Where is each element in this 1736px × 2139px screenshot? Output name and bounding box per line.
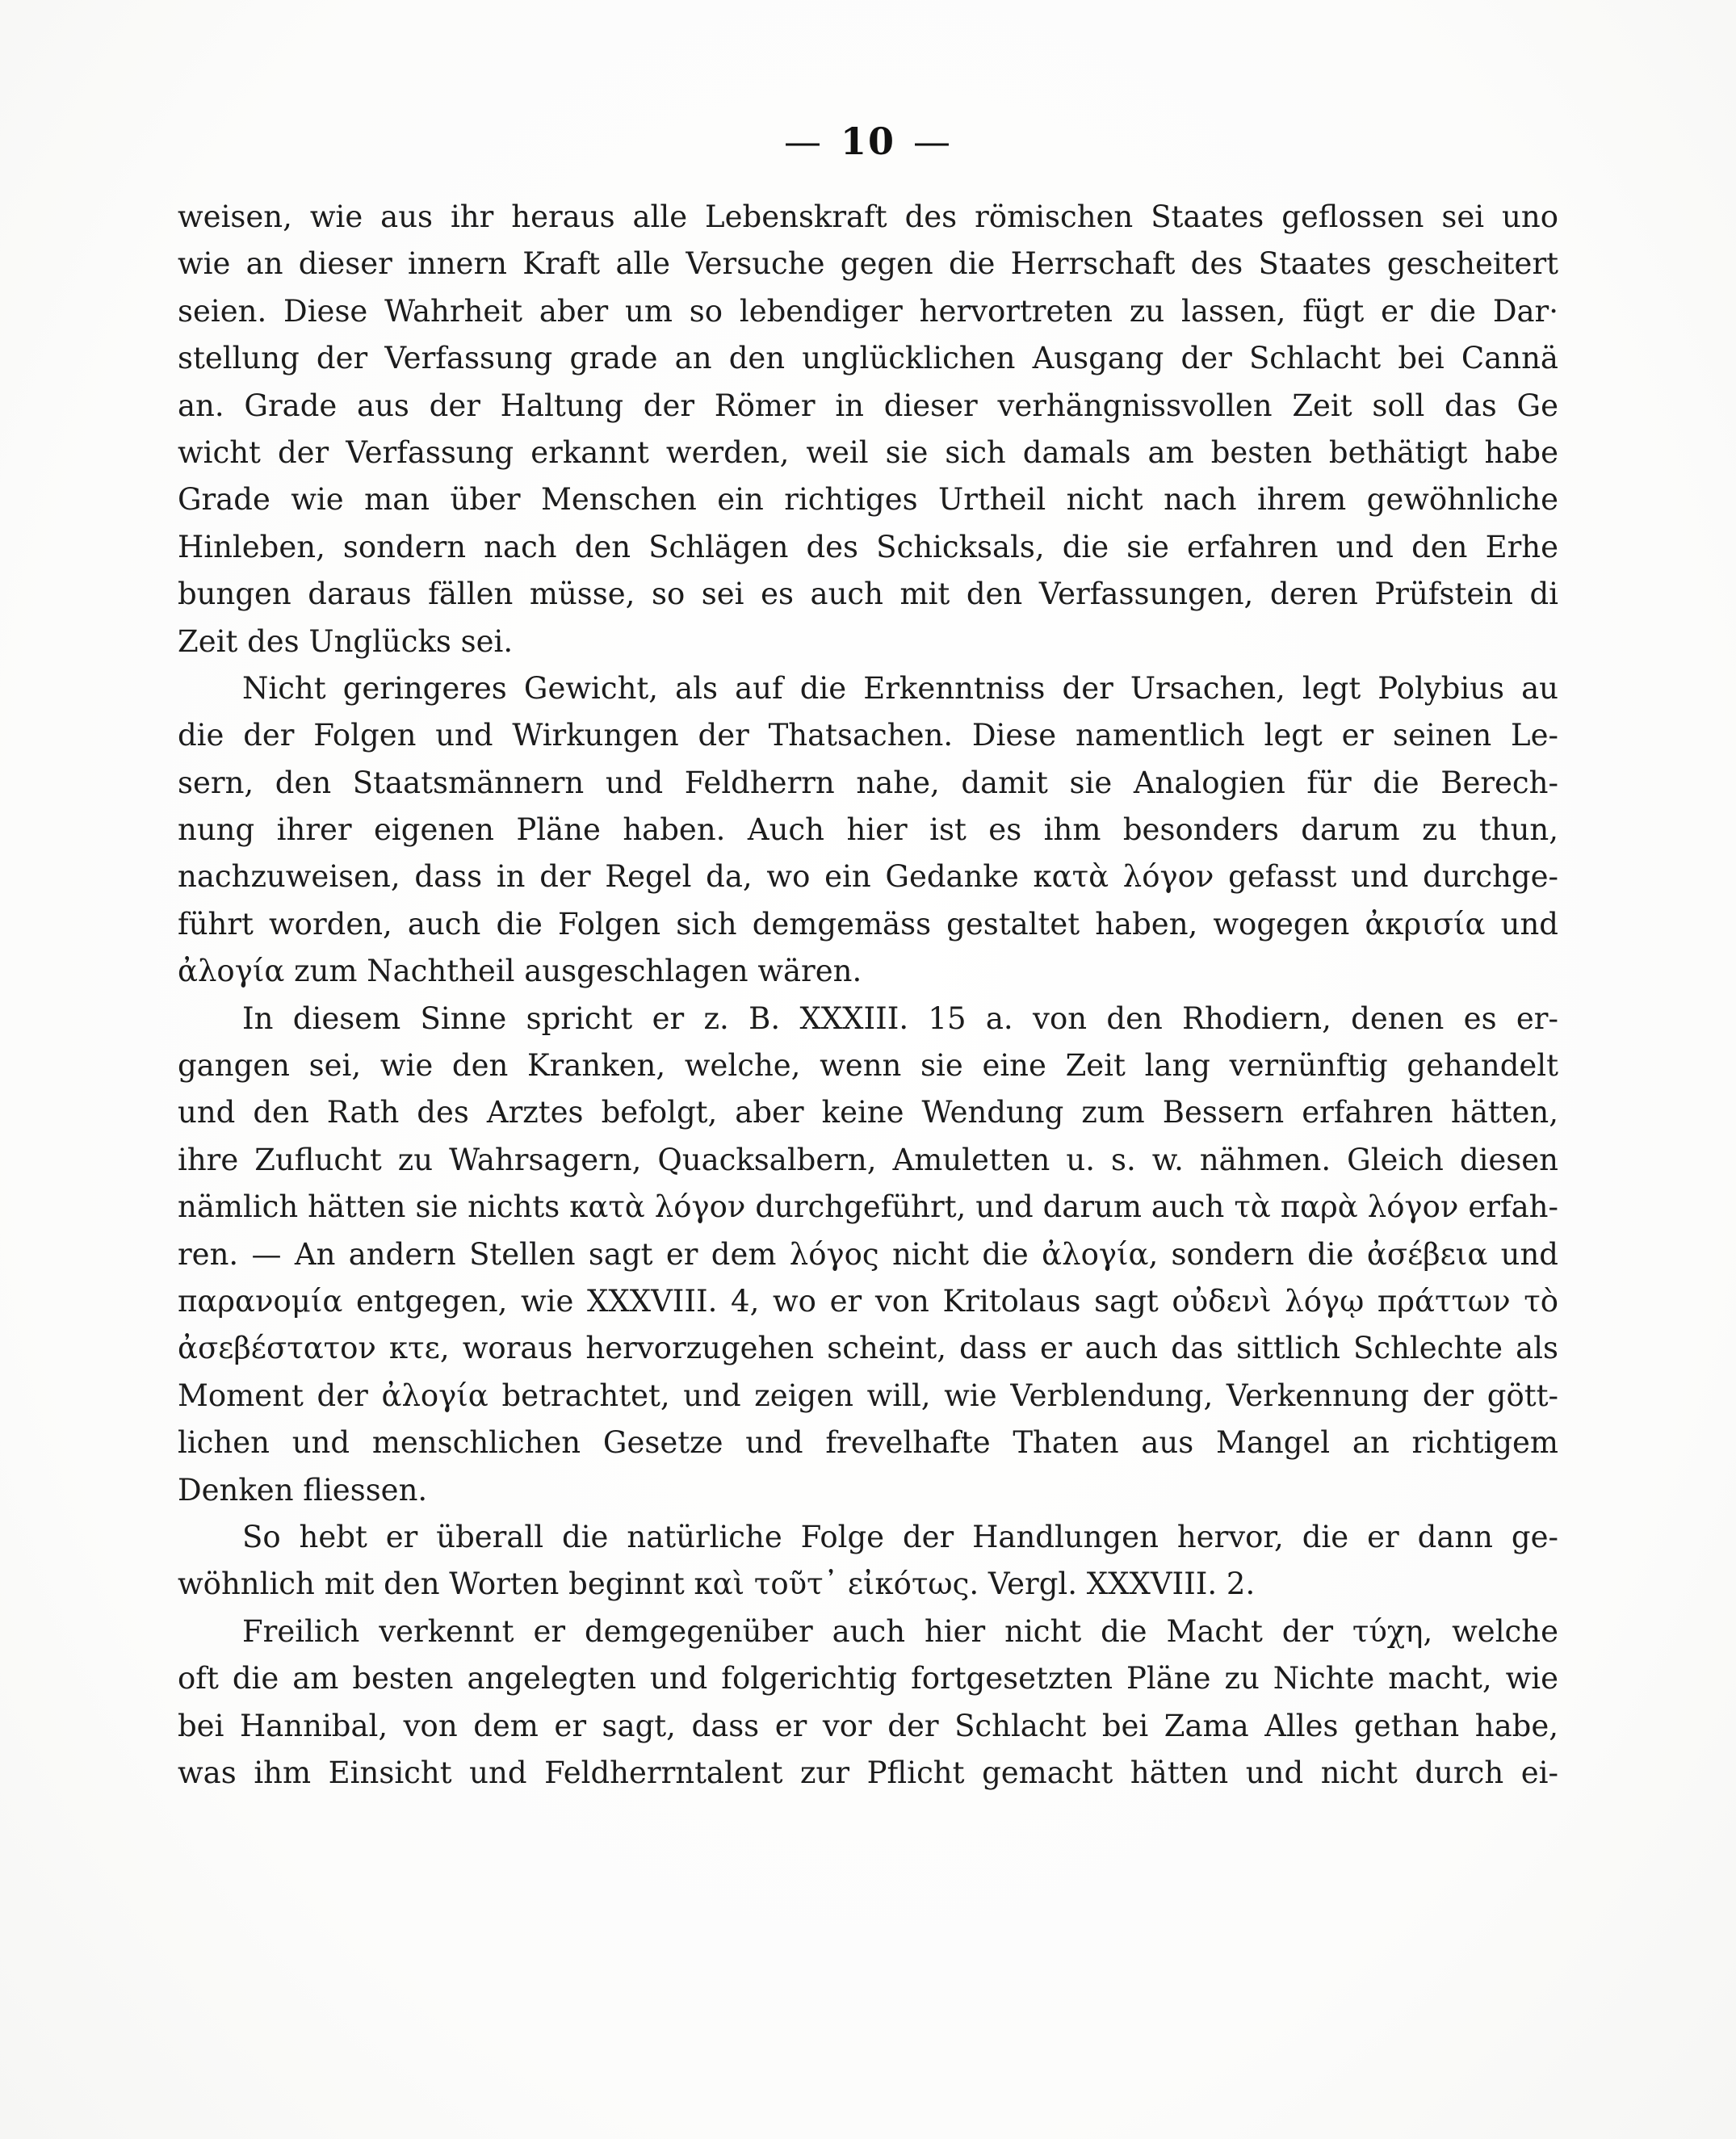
text-line: führt worden, auch die Folgen sich demgemäss gestaltet haben, wogegen ἀκρισία und	[178, 906, 1558, 942]
text-line: die der Folgen und Wirkungen der Thatsachen. Diese namentlich legt er seinen Le-	[178, 718, 1558, 753]
text-line: oft die am besten angelegten und folgerichtig fortgesetzten Pläne zu Nichte macht, wie	[178, 1661, 1558, 1697]
text-line: Denken fliessen.	[178, 1472, 428, 1508]
page-number-value: 10	[840, 120, 895, 163]
page-number-dash-right: —	[913, 120, 952, 163]
text-line: wicht der Verfassung erkannt werden, weil sie sich damals am besten bethätigt habe	[178, 434, 1558, 470]
text-line: bungen daraus fällen müsse, so sei es auch mit den Verfassungen, deren Prüfstein di	[178, 577, 1558, 612]
text-line: bei Hannibal, von dem er sagt, dass er vor der Schlacht bei Zama Alles gethan habe,	[178, 1708, 1558, 1743]
text-line: In diesem Sinne spricht er z. B. XXXIII. 15 a. von den Rhodiern, denen es er-	[242, 1000, 1558, 1036]
text-line: Freilich verkennt er demgegenüber auch hier nicht die Macht der τύχη, welche	[242, 1613, 1558, 1649]
text-line: ἀλογία zum Nachtheil ausgeschlagen wären.	[178, 954, 862, 989]
text-line: nung ihrer eigenen Pläne haben. Auch hier ist es ihm besonders darum zu thun,	[178, 812, 1558, 848]
text-line: Zeit des Unglücks sei.	[178, 623, 514, 659]
body-text	[178, 194, 1558, 1797]
text-line: So hebt er überall die natürliche Folge der Handlungen hervor, die er dann ge-	[242, 1519, 1558, 1554]
text-line: stellung der Verfassung grade an den unglücklichen Ausgang der Schlacht bei Cannä	[178, 341, 1558, 376]
text-line: nachzuweisen, dass in der Regel da, wo ein Gedanke κατὰ λόγον gefasst und durchge-	[178, 859, 1558, 895]
text-line: Moment der ἀλογία betrachtet, und zeigen will, wie Verblendung, Verkennung der gött-	[178, 1378, 1558, 1413]
text-line: wöhnlich mit den Worten beginnt καὶ τοῦτ᾽ εἰκότως. Vergl. XXXVIII. 2.	[178, 1567, 1256, 1602]
text-line: Grade wie man über Menschen ein richtiges Urtheil nicht nach ihrem gewöhnliche	[178, 482, 1558, 518]
text-line: wie an dieser innern Kraft alle Versuche gegen die Herrschaft des Staates gescheitert	[178, 246, 1558, 282]
text-line: Hinleben, sondern nach den Schlägen des Schicksals, die sie erfahren und den Erhe	[178, 529, 1558, 564]
text-line: παρανομία entgegen, wie XXXVIII. 4, wo er von Kritolaus sagt οὐδενὶ λόγῳ πράττων τὸ	[178, 1283, 1558, 1319]
text-line: an. Grade aus der Haltung der Römer in dieser verhängnissvollen Zeit soll das Ge	[178, 388, 1558, 423]
text-line: weisen, wie aus ihr heraus alle Lebenskraft des römischen Staates geflossen sei uno	[178, 199, 1558, 234]
text-line: und den Rath des Arztes befolgt, aber keine Wendung zum Bessern erfahren hätten,	[178, 1095, 1558, 1130]
text-line: ren. — An andern Stellen sagt er dem λόγος nicht die ἀλογία, sondern die ἀσέβεια und	[178, 1236, 1558, 1272]
text-line: ἀσεβέστατον κτε, woraus hervorzugehen scheint, dass er auch das sittlich Schlechte als	[178, 1331, 1558, 1366]
text-line: gangen sei, wie den Kranken, welche, wenn sie eine Zeit lang vernünftig gehandelt	[178, 1048, 1558, 1084]
text-line: sern, den Staatsmännern und Feldherrn nahe, damit sie Analogien für die Berech-	[178, 765, 1558, 800]
page-number-dash-left: —	[783, 120, 823, 163]
page-number	[0, 120, 1736, 163]
text-line: nämlich hätten sie nichts κατὰ λόγον durchgeführt, und darum auch τὰ παρὰ λόγον erfah-	[178, 1189, 1558, 1225]
text-line: lichen und menschlichen Gesetze und frevelhafte Thaten aus Mangel an richtigem	[178, 1425, 1558, 1461]
text-line: ihre Zuflucht zu Wahrsagern, Quacksalbern, Amuletten u. s. w. nähmen. Gleich diesen	[178, 1142, 1558, 1177]
text-line: Nicht geringeres Gewicht, als auf die Erkenntniss der Ursachen, legt Polybius au	[242, 670, 1558, 706]
text-line: was ihm Einsicht und Feldherrntalent zur Pflicht gemacht hätten und nicht durch ei-	[178, 1755, 1558, 1790]
text-line: seien. Diese Wahrheit aber um so lebendiger hervortreten zu lassen, fügt er die Dar·	[178, 293, 1558, 329]
